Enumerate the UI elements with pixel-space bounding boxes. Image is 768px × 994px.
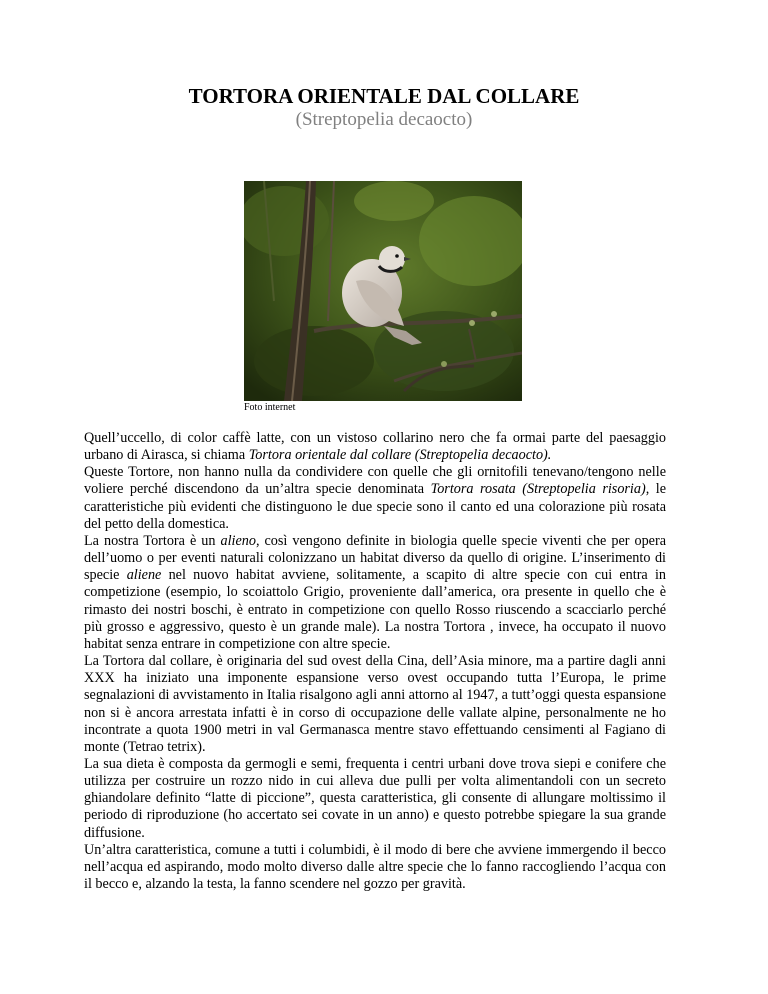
paragraph-5: La sua dieta è composta da germogli e semi, frequenta i centri urbani dove trova siepi e conifere che utilizza per costruire un rozzo nido in cui alleva due pulli per volta alimentandoli con un secreto ghiandolare definito “latte di piccione”, questa caratteristica, gli consente di allungare moltissimo il periodo di riproduzione (ho accertato sei covate in un anno) e questo potrebbe spiegare la sua grande diffusione. <box>84 755 666 841</box>
paragraph-6: Un’altra caratteristica, comune a tutti i columbidi, è il modo di bere che avviene immergendo il becco nell’acqua ed aspirando, modo molto diverso dalle altre specie che lo fanno raccogliendo l’acqua con il becco e, alzando la testa, la fanno scendere nel gozzo per gravità. <box>84 841 666 893</box>
page-subtitle: (Streptopelia decaocto) <box>295 109 473 130</box>
dove-photo <box>244 181 522 401</box>
page-title: TORTORA ORIENTALE DAL COLLARE <box>188 84 580 108</box>
paragraph-3: La nostra Tortora è un alieno, così vengono definite in biologia quelle specie viventi che per opera dell’uomo o per eventi naturali colonizzano un habitat diverso da quello di origine. L’inserimento di specie aliene nel nuovo habitat avviene, solitamente, a scapito di altre specie con cui entra in competizione (esempio, lo scoiattolo Grigio, proveniente dall’america, ora presente in quello che è rimasto dei nostri boschi, è entrato in competizione con quello Rosso riuscendo a scacciarlo perché più grosso e aggressivo, questo è un grande male). La nostra Tortora , invece, ha occupato il nuovo habitat senza entrare in competizione con altre specie. <box>84 532 666 652</box>
photo-caption: Foto internet <box>244 402 296 413</box>
collared-dove-illustration <box>244 181 522 401</box>
article-body <box>84 430 666 893</box>
paragraph-1: Quell’uccello, di color caffè latte, con un vistoso collarino nero che fa ormai parte del paesaggio urbano di Airasca, si chiama Tortora orientale dal collare (Streptopelia decaocto). <box>84 430 666 464</box>
paragraph-2: Queste Tortore, non hanno nulla da condividere con quelle che gli ornitofili tenevano/tengono nelle voliere perché discendono da un’altra specie denominata Tortora rosata (Streptopelia risoria), le caratteristiche più evidenti che distinguono le due specie sono il canto ed una colorazione più rosata del petto della domestica. <box>84 464 667 532</box>
paragraph-4: La Tortora dal collare, è originaria del sud ovest della Cina, dell’Asia minore, ma a partire dagli anni XXX ha iniziato una imponente espansione verso ovest occupando tutta l’Europa, le prime segnalazioni di avvistamento in Italia risalgono agli anni attorno al 1947, a tutt’oggi questa espansione non si è ancora arrestata infatti è in corso di occupazione delle vallate alpine, personalmente ne ho incontrate a quota 1900 metri in val Germanasca mentre stavo effettuando censimenti al Fagiano di monte (Tetrao tetrix). <box>84 653 666 755</box>
